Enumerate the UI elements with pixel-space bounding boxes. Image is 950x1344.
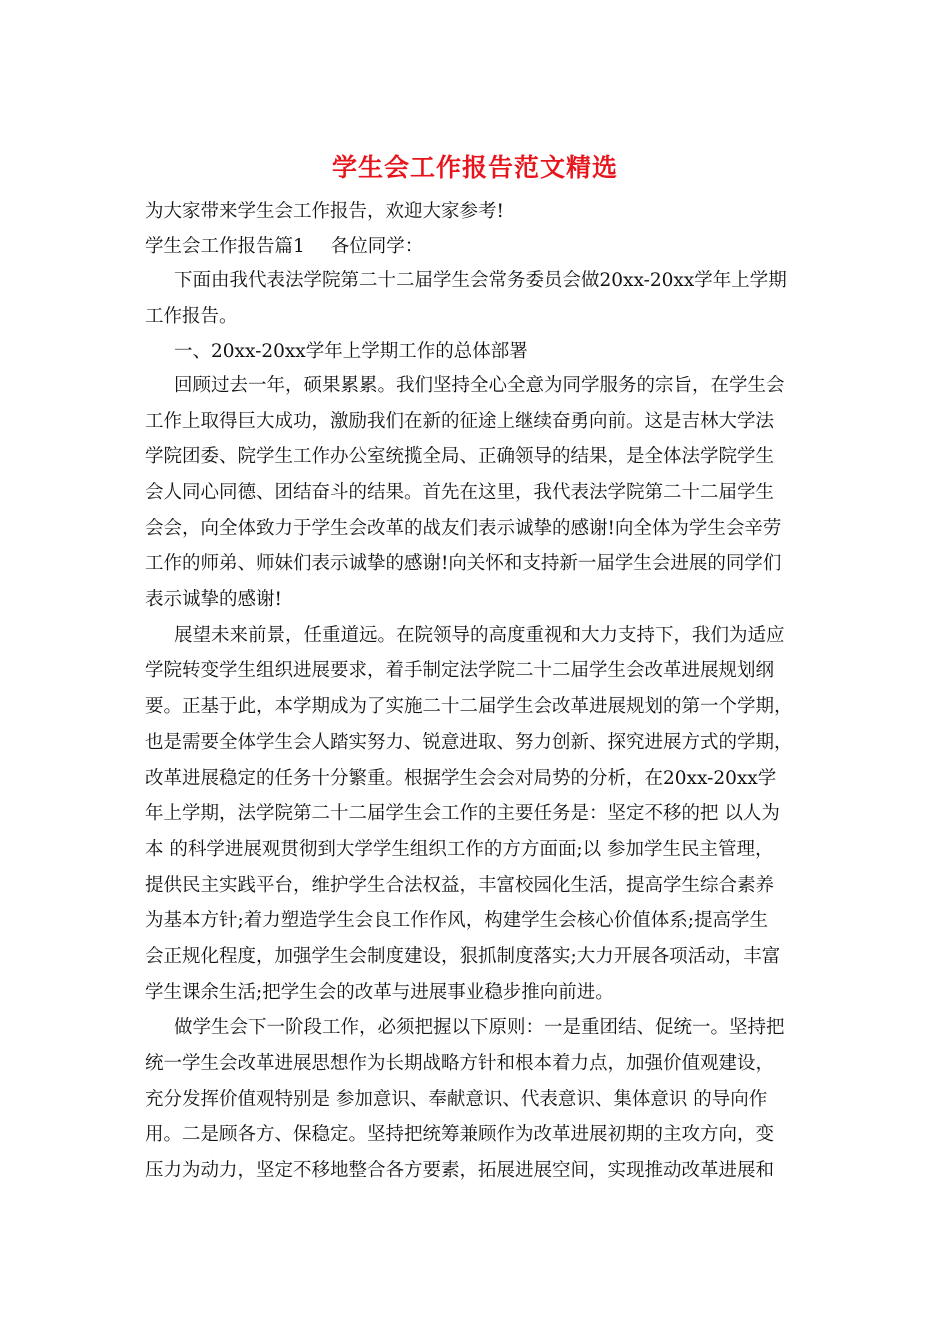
paragraph-line: 统一学生会改革进展思想作为长期战略方针和根本着力点，加强价值观建设， xyxy=(145,1053,775,1074)
paragraph-line: 会正规化程度，加强学生会制度建设，狠抓制度落实;大力开展各项活动，丰富 xyxy=(145,946,781,967)
paragraph-line: 为基本方针;着力塑造学生会良工作作风，构建学生会核心价值体系;提高学生 xyxy=(145,910,768,931)
paragraph-line: 本 的科学进展观贯彻到大学学生组织工作的方方面面;以 参加学生民主管理， xyxy=(145,839,774,860)
paragraph-line: 工作的师弟、师妹们表示诚挚的感谢!向关怀和支持新一届学生会进展的同学们 xyxy=(145,553,782,574)
paragraph-line: 工作报告。 xyxy=(145,306,238,327)
section-heading-line xyxy=(145,233,423,261)
paragraph-line: 做学生会下一阶段工作，必须把握以下原则：一是重团结、促统一。坚持把 xyxy=(174,1017,785,1038)
paragraph-line: 改革进展稳定的任务十分繁重。根据学生会会对局势的分析，在20xx-20xx学 xyxy=(145,768,777,789)
section-label: 学生会工作报告篇1 xyxy=(145,236,305,257)
paragraph-line: 用。二是顾各方、保稳定。坚持把统筹兼顾作为改革进展初期的主攻方向，变 xyxy=(145,1124,775,1145)
paragraph-line: 回顾过去一年，硕果累累。我们坚持全心全意为同学服务的宗旨，在学生会 xyxy=(174,375,785,396)
paragraph-line: 表示诚挚的感谢! xyxy=(145,589,282,610)
paragraph-line: 学生课余生活;把学生会的改革与进展事业稳步推向前进。 xyxy=(145,982,614,1003)
paragraph-line: 会会，向全体致力于学生会改革的战友们表示诚挚的感谢!向全体为学生会辛劳 xyxy=(145,518,782,539)
greeting: 各位同学： xyxy=(330,236,424,257)
paragraph-line: 下面由我代表法学院第二十二届学生会常务委员会做20xx-20xx学年上学期 xyxy=(174,270,787,291)
paragraph-line: 年上学期，法学院第二十二届学生会工作的主要任务是：坚定不移的把 以人为 xyxy=(145,803,780,824)
paragraph-line: 会人同心同德、团结奋斗的结果。首先在这里，我代表法学院第二十二届学生 xyxy=(145,482,775,503)
paragraph-line: 提供民主实践平台，维护学生合法权益，丰富校园化生活，提高学生综合素养 xyxy=(145,875,775,896)
paragraph-line: 工作上取得巨大成功，激励我们在新的征途上继续奋勇向前。这是吉林大学法 xyxy=(145,411,775,432)
paragraph-line: 学院转变学生组织进展要求，着手制定法学院二十二届学生会改革进展规划纲 xyxy=(145,660,775,681)
paragraph-line: 充分发挥价值观特别是 参加意识、奉献意识、代表意识、集体意识 的导向作 xyxy=(145,1089,768,1110)
paragraph-line: 也是需要全体学生会人踏实努力、锐意进取、努力创新、探究进展方式的学期， xyxy=(145,732,793,753)
subheading-line: 一、20xx-20xx学年上学期工作的总体部署 xyxy=(174,341,528,362)
paragraph-line: 压力为动力，坚定不移地整合各方要素，拓展进展空间，实现推动改革进展和 xyxy=(145,1160,775,1181)
intro-line: 为大家带来学生会工作报告，欢迎大家参考! xyxy=(145,201,504,222)
paragraph-line: 学院团委、院学生工作办公室统揽全局、正确领导的结果，是全体法学院学生 xyxy=(145,446,775,467)
document-title: 学生会工作报告范文精选 xyxy=(331,153,618,182)
paragraph-line: 要。正基于此，本学期成为了实施二十二届学生会改革进展规划的第一个学期， xyxy=(145,696,793,717)
paragraph-line: 展望未来前景，任重道远。在院领导的高度重视和大力支持下，我们为适应 xyxy=(174,625,785,646)
